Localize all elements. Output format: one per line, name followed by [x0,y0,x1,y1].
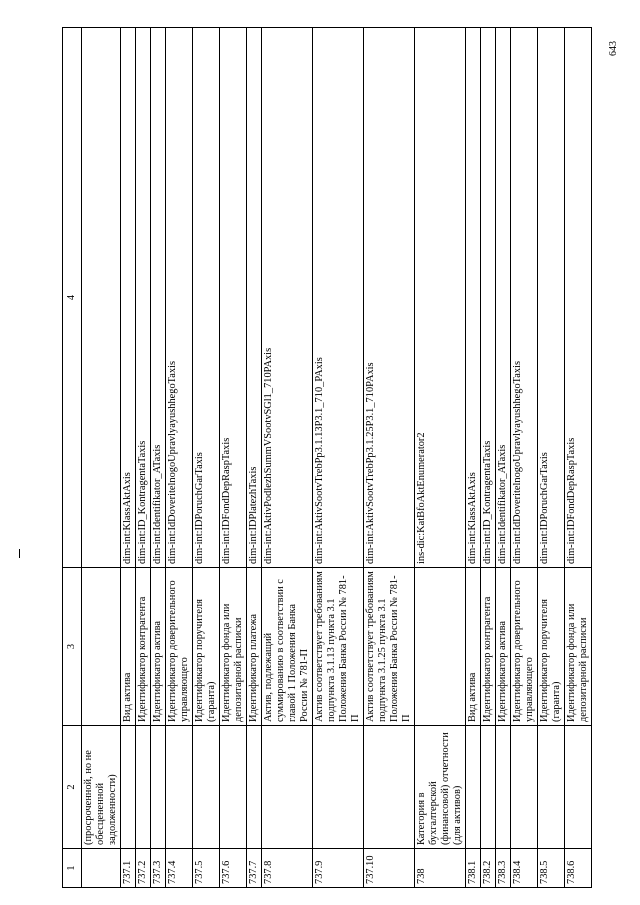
indicator-name-cell: Вид актива [121,568,136,726]
code-cell: dim-int:KlassAktAxis [121,28,136,568]
indicator-name-cell [415,568,466,726]
category-cell [511,726,538,849]
row-number-cell: 738.5 [538,849,565,888]
table-row [565,28,592,888]
category-cell [565,726,592,849]
stray-mark [19,549,20,558]
code-cell: ins-dic:KatBfoAktEnumerator2 [415,28,466,568]
rotated-table-wrapper [62,27,589,888]
column-header: 1 [63,849,82,888]
indicator-name-cell: Идентификатор фонда или депозитарной расписки [565,568,592,726]
table-row [364,28,415,888]
indicator-name-cell: Идентификатор актива [151,568,166,726]
category-cell: (просроченной, но не обесцененной задолженности) [82,726,121,849]
column-header: 4 [63,28,82,568]
row-number-cell: 738.4 [511,849,538,888]
table-row [496,28,511,888]
table-row [538,28,565,888]
code-cell: dim-int:AktivSootvTrebPp3.1.25P3.1_710PAxis [364,28,415,568]
code-cell: dim-int:Identifikator_ATaxis [151,28,166,568]
indicator-name-cell: Актив, подлежащий суммированию в соответствии с главой 1 Положения Банка России № 781-П [262,568,313,726]
code-cell: dim-int:IDFondDepRaspTaxis [220,28,247,568]
indicator-name-cell: Идентификатор платежа [247,568,262,726]
table-row [313,28,364,888]
row-number-cell: 737.2 [136,849,151,888]
category-cell [121,726,136,849]
indicator-name-cell: Вид актива [466,568,481,726]
code-cell: dim-int:IdDoveritelnogoUpravlyayushhegoTaxis [511,28,538,568]
category-cell [313,726,364,849]
category-cell [220,726,247,849]
row-number-cell [82,849,121,888]
indicator-name-cell: Идентификатор поручителя (гаранта) [538,568,565,726]
code-cell: dim-int:ID_KontragentaTaxis [481,28,496,568]
indicator-name-cell: Идентификатор контрагента [481,568,496,726]
category-cell [538,726,565,849]
indicator-name-cell [82,568,121,726]
row-number-cell: 737.6 [220,849,247,888]
code-cell: dim-int:ID_KontragentaTaxis [136,28,151,568]
row-number-cell: 737.8 [262,849,313,888]
table-row [82,28,121,888]
code-cell: dim-int:IDPoruchGarTaxis [538,28,565,568]
indicator-name-cell: Идентификатор доверительного управляющего [166,568,193,726]
row-number-cell: 738.1 [466,849,481,888]
code-cell [82,28,121,568]
row-number-cell: 737.7 [247,849,262,888]
category-cell: Категория в бухгалтерской (финансовой) отчетности (для активов) [415,726,466,849]
table-row [466,28,481,888]
row-number-cell: 738.3 [496,849,511,888]
code-cell: dim-int:Identifikator_ATaxis [496,28,511,568]
row-number-cell: 738.6 [565,849,592,888]
category-cell [247,726,262,849]
category-cell [262,726,313,849]
code-cell: dim-int:IDPoruchGarTaxis [193,28,220,568]
table-row [151,28,166,888]
column-header: 2 [63,726,82,849]
row-number-cell: 738 [415,849,466,888]
category-cell [466,726,481,849]
table-row [166,28,193,888]
indicator-name-cell: Идентификатор фонда или депозитарной расписки [220,568,247,726]
table-header-row [63,28,82,888]
category-cell [496,726,511,849]
category-cell [136,726,151,849]
category-cell [151,726,166,849]
row-number-cell: 737.4 [166,849,193,888]
code-cell: dim-int:IDFondDepRaspTaxis [565,28,592,568]
code-cell: dim-int:KlassAktAxis [466,28,481,568]
table-row [136,28,151,888]
code-cell: dim-int:IDPlatezhTaxis [247,28,262,568]
page-number: 643 [608,41,619,56]
indicator-name-cell: Актив соответствует требованиям подпункта 3.1.25 пункта 3.1 Положения Банка России № 781-П [364,568,415,726]
code-cell: dim-int:AktivPodlezhSummVSootvSGl1_710PAxis [262,28,313,568]
indicator-name-cell: Идентификатор контрагента [136,568,151,726]
row-number-cell: 737.1 [121,849,136,888]
indicator-name-cell: Идентификатор актива [496,568,511,726]
category-cell [166,726,193,849]
table-row [220,28,247,888]
table-row [481,28,496,888]
category-cell [193,726,220,849]
table-row [262,28,313,888]
code-cell: dim-int:AktivSootvTrebPp3.1.13P3.1_710_PAxis [313,28,364,568]
data-table [62,27,592,888]
row-number-cell: 738.2 [481,849,496,888]
indicator-name-cell: Актив соответствует требованиям подпункта 3.1.13 пункта 3.1 Положения Банка России № 781-П [313,568,364,726]
indicator-name-cell: Идентификатор доверительного управляющего [511,568,538,726]
category-cell [481,726,496,849]
category-cell [364,726,415,849]
column-header: 3 [63,568,82,726]
table-row [247,28,262,888]
code-cell: dim-int:IdDoveritelnogoUpravlyayushhegoTaxis [166,28,193,568]
table-row [511,28,538,888]
document-page [62,27,589,888]
row-number-cell: 737.3 [151,849,166,888]
table-row [121,28,136,888]
row-number-cell: 737.10 [364,849,415,888]
row-number-cell: 737.5 [193,849,220,888]
table-row [193,28,220,888]
table-row [415,28,466,888]
row-number-cell: 737.9 [313,849,364,888]
indicator-name-cell: Идентификатор поручителя (гаранта) [193,568,220,726]
